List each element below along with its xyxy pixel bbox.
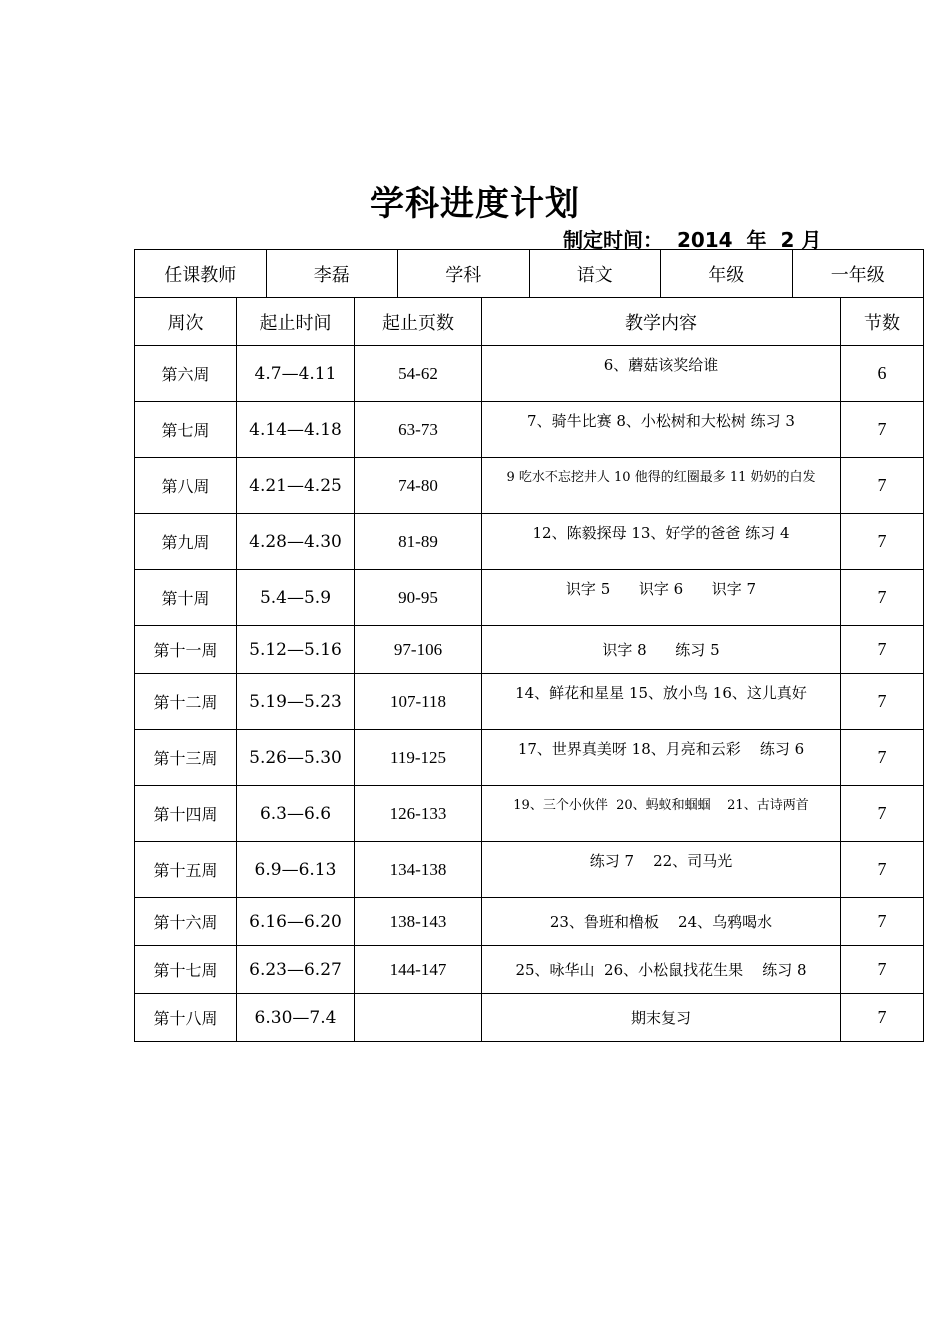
made-time-label: 制定时间：	[563, 228, 663, 252]
row-pages: 97-106	[355, 626, 482, 674]
made-time-year-unit: 年	[746, 228, 767, 252]
row-week: 第十一周	[135, 626, 237, 674]
table-row	[135, 514, 924, 570]
subject-label: 学科	[398, 250, 530, 298]
grade-label: 年级	[661, 250, 793, 298]
header-dates: 起止时间	[237, 298, 355, 346]
page-title: 学科进度计划	[370, 184, 580, 224]
made-time-month: 2	[780, 228, 795, 252]
row-content: 识字 8 练习 5	[482, 626, 841, 674]
row-pages: 107-118	[355, 674, 482, 730]
row-dates: 6.30—7.4	[237, 994, 355, 1042]
row-hours: 7	[841, 570, 924, 626]
row-content: 12、陈毅探母 13、好学的爸爸 练习 4	[482, 514, 841, 570]
row-dates: 5.26—5.30	[237, 730, 355, 786]
row-pages	[355, 994, 482, 1042]
table-row	[135, 346, 924, 402]
row-content: 6、蘑菇该奖给谁	[482, 346, 841, 402]
teacher-label: 任课教师	[135, 250, 267, 298]
table-row	[135, 458, 924, 514]
row-content: 17、世界真美呀 18、月亮和云彩 练习 6	[482, 730, 841, 786]
row-hours: 7	[841, 786, 924, 842]
table-row	[135, 786, 924, 842]
row-dates: 4.7—4.11	[237, 346, 355, 402]
row-content: 7、骑牛比赛 8、小松树和大松树 练习 3	[482, 402, 841, 458]
row-dates: 6.3—6.6	[237, 786, 355, 842]
row-week: 第十七周	[135, 946, 237, 994]
table-row	[135, 570, 924, 626]
row-week: 第七周	[135, 402, 237, 458]
row-hours: 7	[841, 458, 924, 514]
row-hours: 7	[841, 946, 924, 994]
table-row	[135, 946, 924, 994]
row-pages: 54-62	[355, 346, 482, 402]
row-week: 第十四周	[135, 786, 237, 842]
row-week: 第六周	[135, 346, 237, 402]
table-row	[135, 674, 924, 730]
row-dates: 5.19—5.23	[237, 674, 355, 730]
row-dates: 6.16—6.20	[237, 898, 355, 946]
subject-value: 语文	[529, 250, 661, 298]
row-pages: 126-133	[355, 786, 482, 842]
row-hours: 7	[841, 674, 924, 730]
grade-value: 一年级	[792, 250, 924, 298]
row-dates: 6.9—6.13	[237, 842, 355, 898]
row-pages: 90-95	[355, 570, 482, 626]
row-content: 9 吃水不忘挖井人 10 他得的红圈最多 11 奶奶的白发	[482, 458, 841, 514]
row-dates: 4.21—4.25	[237, 458, 355, 514]
teacher-value: 李磊	[266, 250, 398, 298]
row-week: 第十五周	[135, 842, 237, 898]
row-week: 第十三周	[135, 730, 237, 786]
table-row	[135, 898, 924, 946]
table-row	[135, 730, 924, 786]
row-content: 23、鲁班和橹板 24、乌鸦喝水	[482, 898, 841, 946]
row-dates: 4.28—4.30	[237, 514, 355, 570]
row-content: 19、三个小伙伴 20、蚂蚁和蝈蝈 21、古诗两首	[482, 786, 841, 842]
header-content: 教学内容	[482, 298, 841, 346]
row-hours: 7	[841, 898, 924, 946]
row-dates: 5.12—5.16	[237, 626, 355, 674]
row-week: 第八周	[135, 458, 237, 514]
table-row	[135, 626, 924, 674]
row-pages: 119-125	[355, 730, 482, 786]
table-row	[135, 842, 924, 898]
row-content: 识字 5 识字 6 识字 7	[482, 570, 841, 626]
table-row	[135, 402, 924, 458]
made-time-month-unit: 月	[801, 228, 822, 252]
row-content: 14、鲜花和星星 15、放小鸟 16、这儿真好	[482, 674, 841, 730]
info-table	[134, 249, 924, 298]
row-hours: 7	[841, 626, 924, 674]
row-pages: 81-89	[355, 514, 482, 570]
row-week: 第九周	[135, 514, 237, 570]
row-hours: 7	[841, 730, 924, 786]
info-row	[135, 250, 924, 298]
row-week: 第十八周	[135, 994, 237, 1042]
row-week: 第十二周	[135, 674, 237, 730]
row-pages: 134-138	[355, 842, 482, 898]
row-week: 第十周	[135, 570, 237, 626]
table-header-row	[135, 298, 924, 346]
row-pages: 144-147	[355, 946, 482, 994]
row-hours: 7	[841, 994, 924, 1042]
header-week: 周次	[135, 298, 237, 346]
schedule-table	[134, 297, 924, 1042]
row-hours: 7	[841, 514, 924, 570]
row-dates: 6.23—6.27	[237, 946, 355, 994]
row-pages: 63-73	[355, 402, 482, 458]
row-content: 期末复习	[482, 994, 841, 1042]
header-hours: 节数	[841, 298, 924, 346]
row-hours: 7	[841, 402, 924, 458]
table-row	[135, 994, 924, 1042]
row-hours: 6	[841, 346, 924, 402]
row-week: 第十六周	[135, 898, 237, 946]
row-content: 25、咏华山 26、小松鼠找花生果 练习 8	[482, 946, 841, 994]
row-dates: 5.4—5.9	[237, 570, 355, 626]
row-dates: 4.14—4.18	[237, 402, 355, 458]
row-hours: 7	[841, 842, 924, 898]
row-pages: 138-143	[355, 898, 482, 946]
made-time-year: 2014	[676, 228, 733, 252]
row-pages: 74-80	[355, 458, 482, 514]
row-content: 练习 7 22、司马光	[482, 842, 841, 898]
header-pages: 起止页数	[355, 298, 482, 346]
